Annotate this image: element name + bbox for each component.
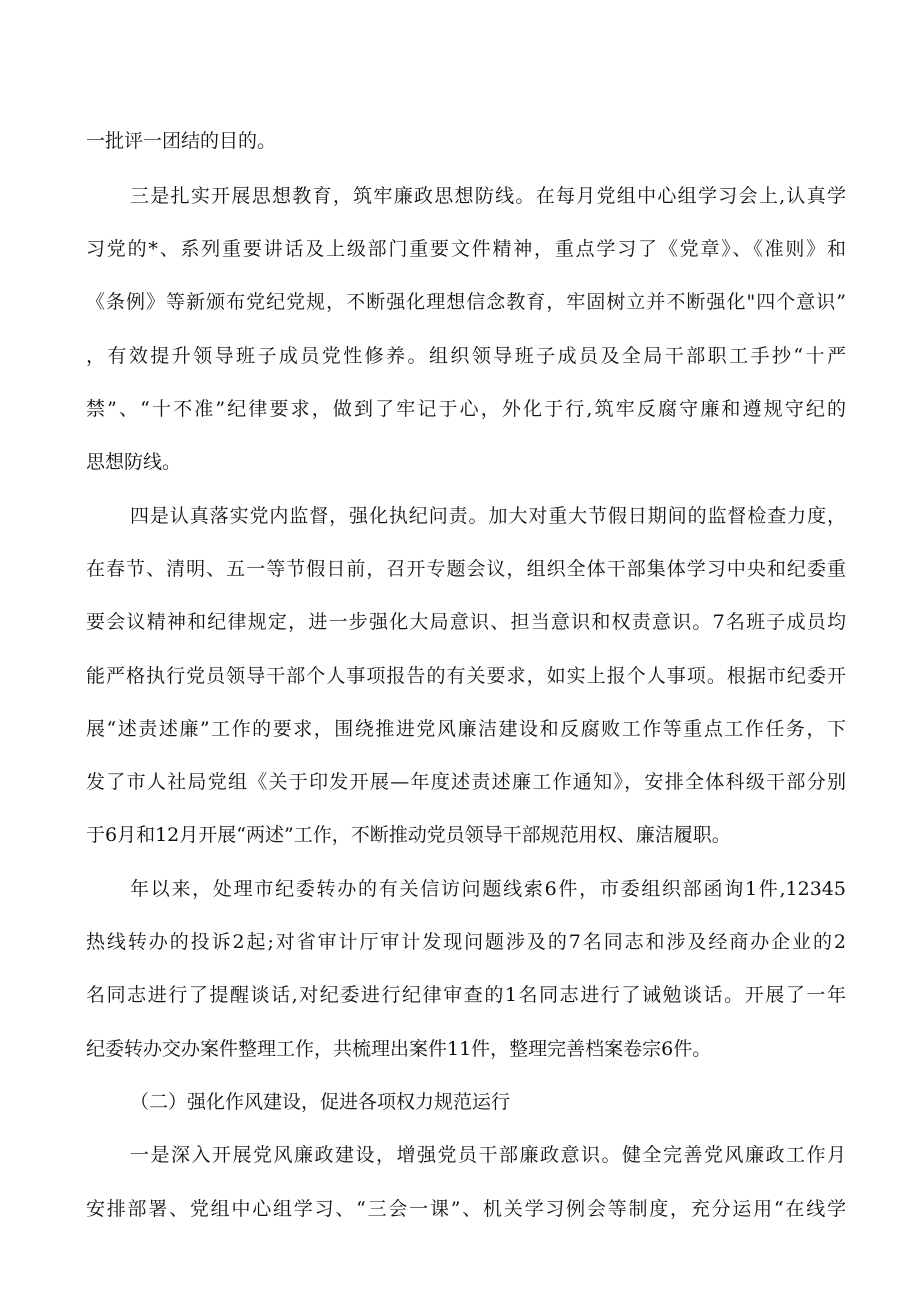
text-line: 能严格执行党员领导干部个人事项报告的有关要求，如实上报个人事项。根据市纪委开: [86, 665, 846, 687]
text-line: 安排部署、党组中心组学习、“三会一课”、机关学习例会等制度，充分运用“在线学: [86, 1198, 846, 1220]
text-line: 热线转办的投诉2起;对省审计厅审计发现问题涉及的7名同志和涉及经商办企业的2: [86, 931, 846, 953]
text-line: 《条例》等新颁布党纪党规，不断强化理想信念教育，牢固树立并不断强化"四个意识”: [86, 291, 846, 313]
section-heading: （二）强化作风建设，促进各项权力规范运行: [130, 1091, 511, 1113]
text-line: 禁”、“十不准”纪律要求，做到了牢记于心，外化于行,筑牢反腐守廉和遵规守纪的: [86, 398, 846, 420]
text-line: 展“述责述廉”工作的要求，围绕推进党风廉洁建设和反腐败工作等重点工作任务，下: [86, 718, 846, 740]
text-line: 发了市人社局党组《关于印发开展—年度述责述廉工作通知》，安排全体科级干部分别: [86, 771, 846, 793]
text-line: 于6月和12月开展“两述”工作，不断推动党员领导干部规范用权、廉洁履职。: [86, 824, 731, 846]
text-line: ，有效提升领导班子成员党性修养。组织领导班子成员及全局干部职工手抄“十严: [86, 345, 846, 367]
paragraph-first-line: 四是认真落实党内监督，强化执纪问责。加大对重大节假日期间的监督检查力度，: [130, 505, 846, 527]
paragraph-first-line: 一是深入开展党风廉政建设，增强党员干部廉政意识。健全完善党风廉政工作月: [130, 1144, 846, 1166]
text-line: 名同志进行了提醒谈话,对纪委进行纪律审查的1名同志进行了诫勉谈话。开展了一年: [86, 984, 846, 1006]
text-line: 思想防线。: [86, 451, 182, 473]
text-line: 纪委转办交办案件整理工作，共梳理出案件11件，整理完善档案卷宗6件。: [86, 1038, 712, 1060]
paragraph-first-line: 年以来，处理市纪委转办的有关信访问题线索6件，市委组织部函询1件,12345: [130, 878, 846, 900]
text-line: 一批评一团结的目的。: [86, 130, 277, 152]
text-line: 要会议精神和纪律规定，进一步强化大局意识、担当意识和权责意识。7名班子成员均: [86, 611, 846, 633]
text-line: 习党的*、系列重要讲话及上级部门重要文件精神，重点学习了《党章》、《准则》和: [86, 238, 846, 260]
paragraph-first-line: 三是扎实开展思想教育，筑牢廉政思想防线。在每月党组中心组学习会上,认真学: [130, 185, 846, 207]
text-line: 在春节、清明、五一等节假日前，召开专题会议，组织全体干部集体学习中央和纪委重: [86, 558, 846, 580]
